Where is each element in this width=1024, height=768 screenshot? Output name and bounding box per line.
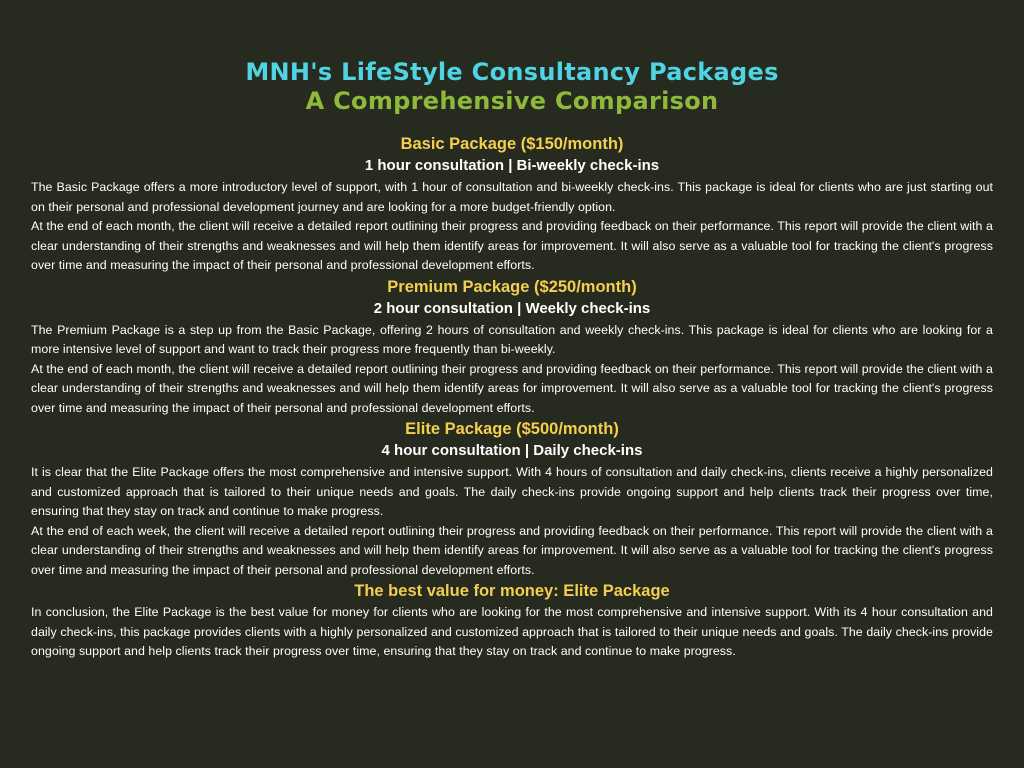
premium-package-details: 2 hour consultation | Weekly check-ins [373, 299, 651, 317]
premium-package-report: At the end of each month, the client will receive a detailed report outlining their progress and providing feedback on their performance. This report will provide the client with a clear understanding of their strengths and weaknesses and will help them identify areas for improvement. It will also serve as a valuable tool for tracking the client's progress over time and measuring the impact of their personal and professional development efforts. [31, 361, 993, 415]
page-title: MNH's LifeStyle Consultancy Packages [245, 58, 779, 86]
elite-package-description: It is clear that the Elite Package offers the most comprehensive and intensive support. With 4 hours of consultation and daily check-ins, clients receive a highly personalized and customized approach that is tailored to their unique needs and goals. The daily check-ins provide ongoing support and help clients track their progress over time, ensuring that they stay on track and continue to make progress. [31, 465, 993, 518]
elite-package-report: At the end of each week, the client will receive a detailed report outlining their progress and providing feedback on their performance. This report will provide the client with a clear understanding of their strengths and weaknesses and will help them identify areas for improvement. It will also serve as a valuable tool for tracking the client's progress over time and measuring the impact of their personal and professional development efforts. [31, 523, 993, 577]
conclusion-heading: The best value for money: Elite Package [354, 582, 670, 600]
conclusion-paragraph: In conclusion, the Elite Package is the best value for money for clients who are looking for the most comprehensive and intensive support. With its 4 hour consultation and daily check-ins, this package provides clients with a highly personalized and customized approach that is tailored to their unique needs and goals. The daily check-ins provide ongoing support and help clients track their progress over time, ensuring that they stay on track and continue to make progress. [31, 605, 993, 658]
basic-package-report: At the end of each month, the client will receive a detailed report outlining their progress and providing feedback on their performance. This report will provide the client with a clear understanding of their strengths and weaknesses and will help them identify areas for improvement. It will also serve as a valuable tool for tracking the client's progress over time and measuring the impact of their personal and professional development efforts. [31, 219, 993, 272]
basic-package-section [31, 133, 993, 276]
page-subtitle: A Comprehensive Comparison [305, 87, 719, 115]
elite-package-heading: Elite Package ($500/month) [405, 420, 619, 438]
elite-package-details: 4 hour consultation | Daily check-ins [381, 442, 643, 459]
elite-package-section [31, 418, 993, 580]
basic-package-description: The Basic Package offers a more introductory level of support, with 1 hour of consultation and bi-weekly check-ins. This package is ideal for clients who are just starting out on their personal and professional development journey and are looking for a more budget-friendly option. [31, 180, 993, 214]
premium-package-heading: Premium Package ($250/month) [387, 277, 637, 296]
basic-package-details: 1 hour consultation | Bi-weekly check-ins [364, 157, 660, 174]
premium-package-section [31, 276, 993, 419]
basic-package-heading: Basic Package ($150/month) [400, 135, 624, 153]
conclusion-section [31, 580, 993, 662]
premium-package-description: The Premium Package is a step up from the Basic Package, offering 2 hours of consultation and weekly check-ins. This package is ideal for clients who are looking for a more intensive level of support and want to track their progress more frequently than bi-weekly. [31, 322, 993, 356]
